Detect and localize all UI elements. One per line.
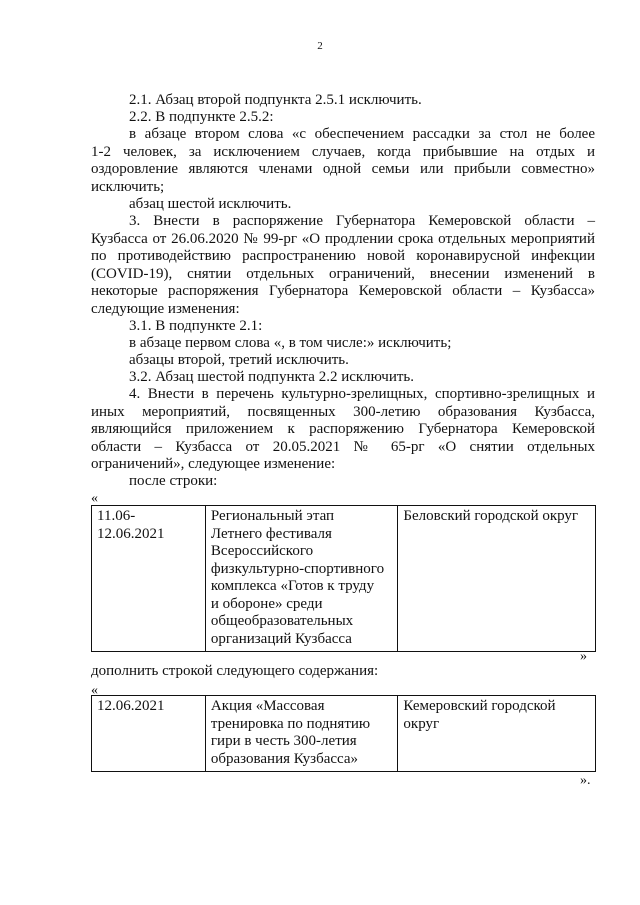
- text-line: оздоровление являются членами одной семьи или прибыли совместно»: [91, 161, 595, 177]
- quote-open-2: «: [91, 683, 98, 698]
- text-line: ограничений», следующее изменение:: [91, 456, 336, 472]
- event-cell: [205, 506, 398, 652]
- text-line: иных мероприятий, посвященных 300-летию образования Кузбасса,: [91, 403, 595, 420]
- cell-line: общеобразовательных: [210, 613, 354, 629]
- cell-line: Акция «Массовая: [210, 698, 325, 714]
- cell-line: 12.06.2021: [97, 525, 165, 542]
- schedule-table-1: [91, 505, 596, 652]
- text-line: следующие изменения:: [91, 300, 240, 317]
- date-cell: [92, 506, 206, 652]
- paragraph-4: [91, 386, 595, 474]
- cell-line: образования Кузбасса»: [210, 750, 359, 767]
- cell-line: 11.06-: [97, 508, 136, 524]
- paragraph-after-row: после строки:: [129, 473, 218, 489]
- place-cell: [398, 696, 596, 772]
- text-line: являющийся приложением к распоряжению Губернатора Кемеровской: [91, 421, 595, 437]
- place-cell: Беловский городской округ: [398, 506, 596, 652]
- text-line: в абзаце втором слова «с обеспечением рассадки за стол не более: [129, 126, 595, 142]
- paragraph-3-1-a: в абзаце первом слова «, в том числе:» исключить;: [129, 335, 452, 351]
- cell-line: организаций Кузбасса: [210, 630, 352, 647]
- cell-line: Кемеровский городской: [403, 698, 556, 714]
- text-line: области – Кузбасса от 20.05.2021 № 65-рг «О снятии отдельных: [91, 438, 595, 455]
- quote-close: »: [580, 649, 587, 664]
- text-line: некоторые распоряжения Губернатора Кемеровской области – Кузбасса»: [91, 283, 595, 299]
- cell-line: гири в честь 300-летия: [210, 733, 357, 749]
- paragraph-3-1: 3.1. В подпункте 2.1:: [129, 318, 263, 334]
- table-row: [92, 506, 596, 652]
- text-line: 3. Внести в распоряжение Губернатора Кемеровской области –: [129, 213, 595, 229]
- paragraph-2-2: 2.2. В подпункте 2.5.2:: [129, 109, 274, 125]
- cell-line: физкультурно-спортивного: [210, 560, 385, 577]
- paragraph-add-row: дополнить строкой следующего содержания:: [91, 663, 379, 679]
- cell-line: и обороне» среди: [210, 595, 323, 612]
- event-cell: [205, 696, 398, 772]
- text-line: Кузбасса от 26.06.2020 № 99-рг «О продлении срока отдельных мероприятий: [91, 230, 595, 247]
- text-line: исключить;: [91, 178, 165, 195]
- paragraph-3-2: 3.2. Абзац шестой подпункта 2.2 исключить.: [129, 369, 415, 385]
- cell-line: округ: [403, 715, 440, 732]
- text-line: (COVID-19), снятии отдельных ограничений, внесении изменений в: [91, 265, 595, 282]
- paragraph-2-1: 2.1. Абзац второй подпункта 2.5.1 исключить.: [129, 92, 422, 108]
- quote-open: «: [91, 491, 98, 506]
- table-row: [92, 696, 596, 772]
- quote-close-final: ».: [580, 773, 591, 788]
- text-line: по противодействию распространению новой коронавирусной инфекции: [91, 248, 595, 264]
- schedule-table-2: [91, 695, 596, 772]
- paragraph-3: [91, 213, 595, 318]
- date-cell: 12.06.2021: [92, 696, 206, 772]
- text-line: 1-2 человек, за исключением случаев, когда прибывшие на отдых и: [91, 143, 595, 160]
- text-line: 4. Внести в перечень культурно-зрелищных, спортивно-зрелищных и: [129, 386, 595, 402]
- paragraph-3-1-b: абзацы второй, третий исключить.: [129, 352, 349, 368]
- paragraph-2-2-text: [91, 126, 595, 196]
- cell-line: Региональный этап: [210, 508, 335, 524]
- cell-line: Летнего фестиваля: [210, 525, 332, 542]
- cell-line: комплекса «Готов к труду: [210, 578, 375, 594]
- cell-line: Всероссийского: [210, 543, 314, 559]
- page-number: 2: [317, 40, 323, 52]
- cell-line: тренировка по поднятию: [210, 715, 371, 732]
- paragraph-abzac-6: абзац шестой исключить.: [129, 196, 292, 212]
